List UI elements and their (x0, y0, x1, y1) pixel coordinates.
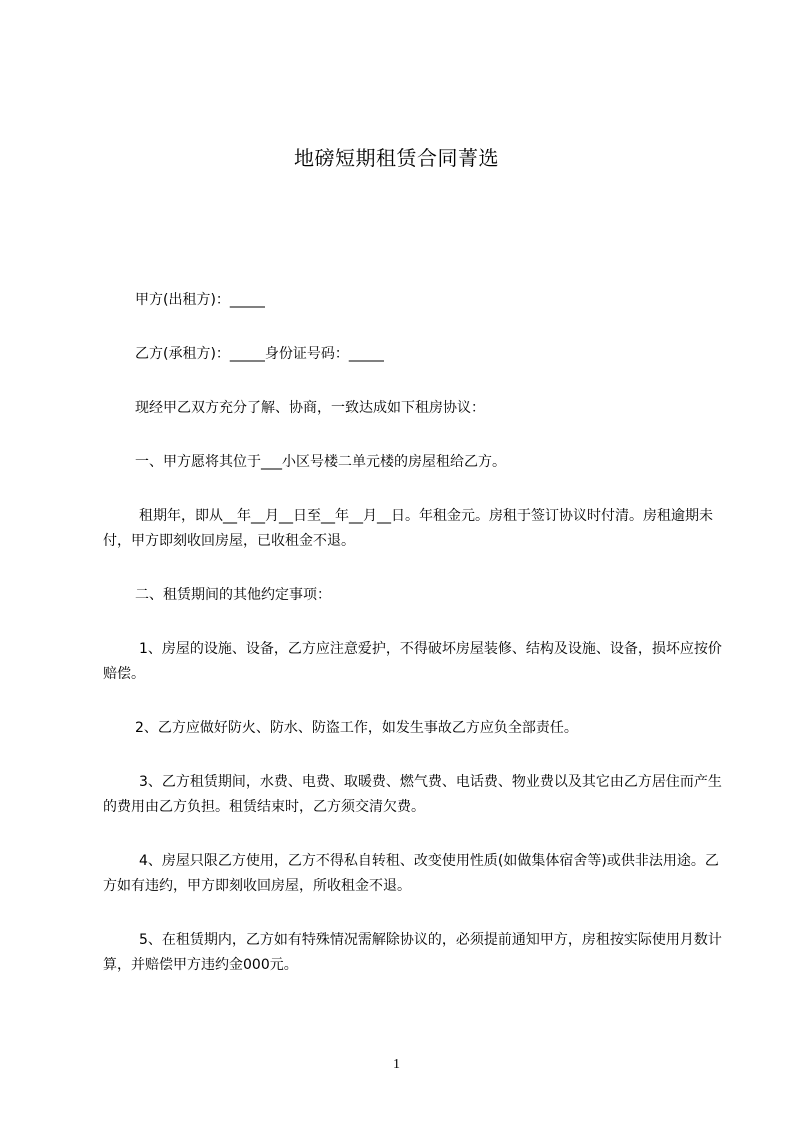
lease-term-paragraph: 租期年，即从__年__月__日至__年__月__日。年租金元。房租于签订协议时付清。房租逾期未付，甲方即刻收回房屋，已收租金不退。 (103, 508, 713, 549)
party-b-line: 乙方(承租方)：_____身份证号码：_____ (135, 346, 384, 362)
item-5-paragraph: 5、在租赁期内，乙方如有特殊情况需解除协议的，必须提前通知甲方，房租按实际使用月数计算，并赔偿甲方违约金000元。 (103, 932, 722, 973)
item-1-paragraph: 1、房屋的设施、设备，乙方应注意爱护，不得破坏房屋装修、结构及设施、设备，损坏应按价赔偿。 (103, 641, 722, 682)
document-body (103, 288, 723, 1007)
agreement-intro: 现经甲乙双方充分了解、协商，一致达成如下租房协议： (135, 400, 485, 416)
party-a-line: 甲方(出租方)：_____ (135, 292, 265, 308)
item-3-paragraph: 3、乙方租赁期间，水费、电费、取暖费、燃气费、电话费、物业费以及其它由乙方居住而产生的费用由乙方负担。租赁结束时，乙方须交清欠费。 (103, 774, 722, 815)
item-4-paragraph: 4、房屋只限乙方使用，乙方不得私自转租、改变使用性质(如做集体宿舍等)或供非法用途。乙方如有违约，甲方即刻收回房屋，所收租金不退。 (103, 853, 719, 894)
page-number: 1 (393, 1057, 400, 1072)
document-title: 地磅短期租赁合同菁选 (294, 146, 499, 170)
clause-1-heading: 一、甲方愿将其位于___小区号楼二单元楼的房屋租给乙方。 (135, 454, 506, 470)
item-2-paragraph: 2、乙方应做好防火、防水、防盗工作，如发生事故乙方应负全部责任。 (135, 720, 578, 736)
clause-2-heading: 二、租赁期间的其他约定事项： (135, 587, 331, 603)
